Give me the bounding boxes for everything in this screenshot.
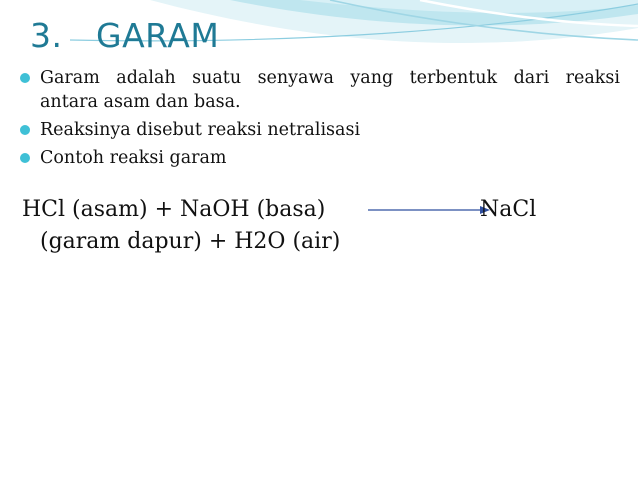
bullet-text: Reaksinya disebut reaksi netralisasi [40,120,361,140]
reaction-equation [22,194,622,258]
reaction-product-rest: (garam dapur) + H2O (air) [40,229,341,254]
bullet-dot-icon [20,73,30,83]
bullet-dot-icon [20,125,30,135]
slide-title [30,16,219,55]
bullet-item [20,66,620,114]
bullet-text-line1: Garam adalah suatu senyawa yang terbentuk dari reaksi [40,68,620,88]
reaction-arrow-icon [368,204,492,216]
bullet-item [20,118,620,142]
reaction-reactants: HCl (asam) + NaOH (basa) [22,197,326,222]
title-text: GARAM [96,16,220,55]
bullet-text-line2: antara asam dan basa. [40,92,241,112]
title-number: 3. [30,16,63,55]
reaction-line-1 [22,194,622,226]
bullet-item [20,146,620,170]
bullet-dot-icon [20,153,30,163]
bullet-text: Contoh reaksi garam [40,148,227,168]
bullet-list [20,66,620,174]
reaction-product-first: NaCl [480,197,537,222]
